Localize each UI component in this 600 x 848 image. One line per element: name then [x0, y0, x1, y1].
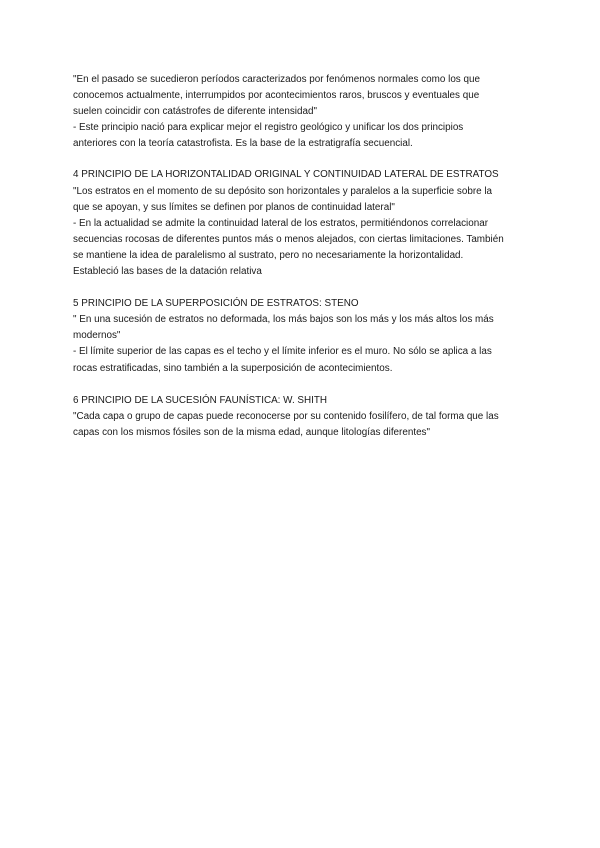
text-line: "Los estratos en el momento de su depósito son horizontales y paralelos a la superficie sobre la [73, 185, 493, 197]
text-line: anteriores con la teoría catastrofista. Es la base de la estratigrafía secuencial. [73, 138, 413, 150]
text-line: Estableció las bases de la datación relativa [73, 266, 262, 278]
section-heading: 6 PRINCIPIO DE LA SUCESIÓN FAUNÍSTICA: W. SHITH [73, 394, 328, 406]
text-line: se mantiene la idea de paralelismo al sustrato, pero no necesariamente la horizontalidad. [73, 249, 464, 261]
text-line: - El límite superior de las capas es el techo y el límite inferior es el muro. No sólo se aplica a las [73, 346, 492, 358]
text-line: capas con los mismos fósiles son de la misma edad, aunque litologías diferentes" [73, 426, 430, 438]
text-line: secuencias rocosas de diferentes puntos más o menos alejados, con ciertas limitaciones. También [73, 233, 504, 245]
text-line: suelen coincidir con catástrofes de diferente intensidad" [73, 106, 317, 118]
text-line: "En el pasado se sucedieron períodos caracterizados por fenómenos normales como los que [73, 74, 480, 85]
text-line: modernos" [73, 330, 121, 342]
section-principle-6 [73, 393, 529, 441]
section-heading: 5 PRINCIPIO DE LA SUPERPOSICIÓN DE ESTRATOS: STENO [73, 298, 359, 310]
text-line: rocas estratificadas, sino también a la superposición de acontecimientos. [73, 362, 393, 374]
text-line: que se apoyan, y sus límites se definen por planos de continuidad lateral" [73, 201, 395, 213]
section-heading: 4 PRINCIPIO DE LA HORIZONTALIDAD ORIGINAL Y CONTINUIDAD LATERAL DE ESTRATOS [73, 169, 499, 181]
document-body [73, 72, 529, 457]
text-line: - Este principio nació para explicar mejor el registro geológico y unificar los dos principios [73, 122, 464, 134]
text-line: " En una sucesión de estratos no deformada, los más bajos son los más y los más altos los más [73, 314, 494, 326]
text-line: - En la actualidad se admite la continuidad lateral de los estratos, permitiéndonos correlacionar [73, 217, 488, 229]
text-line: conocemos actualmente, interrumpidos por acontecimientos raros, bruscos y eventuales que [73, 90, 480, 102]
text-line: "Cada capa o grupo de capas puede reconocerse por su contenido fosilífero, de tal forma que las [73, 410, 499, 422]
section-principle-5 [73, 296, 529, 376]
section-principle-4 [73, 167, 529, 280]
section-catastrophism [73, 72, 529, 152]
